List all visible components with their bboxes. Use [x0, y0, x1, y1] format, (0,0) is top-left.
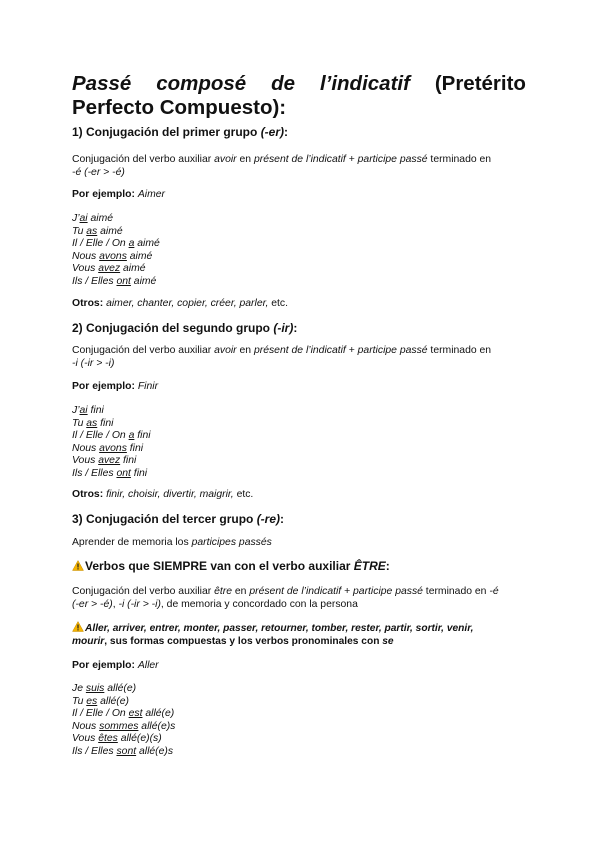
- etre-heading: Verbos que SIEMPRE van con el verbo auxiliar ÊTRE:: [72, 560, 530, 573]
- section-2-conjugation: [72, 405, 530, 481]
- conjugation-line: Il / Elle / On est allé(e): [72, 708, 175, 720]
- conjugation-line: Nous avons aimé: [72, 250, 153, 262]
- section-2-heading: 2) Conjugación del segundo grupo (-ir):: [72, 321, 298, 335]
- section-1-conjugation: [72, 213, 530, 289]
- conjugation-line: Vous avez aimé: [72, 263, 146, 275]
- conjugation-line: Tu as aimé: [72, 225, 123, 237]
- conjugation-line: Nous sommes allé(e)s: [72, 720, 176, 732]
- conjugation-line: Vous avez fini: [72, 455, 137, 467]
- conjugation-line: Ils / Elles ont aimé: [72, 275, 157, 287]
- etre-conjugation: [72, 683, 530, 759]
- etre-example: Por ejemplo: Aller: [72, 660, 159, 671]
- title-word: composé: [156, 72, 247, 95]
- section-2-otros: Otros: finir, choisir, divertir, maigrir, etc.: [72, 489, 254, 500]
- section-1-heading: 1) Conjugación del primer grupo (-er):: [72, 125, 289, 139]
- section-3-text: Aprender de memoria los participes passés: [72, 537, 272, 548]
- section-1-description: Conjugación del verbo auxiliar avoir en présent de l’indicatif + participe passé terminado en -é (-er > -é): [72, 154, 492, 178]
- conjugation-line: J’ai aimé: [72, 213, 114, 224]
- conjugation-line: Je suis allé(e): [72, 683, 137, 694]
- title-word: (Pretérito: [434, 72, 526, 95]
- section-1-example: Por ejemplo: Aimer: [72, 189, 165, 200]
- title-word: de: [271, 72, 296, 95]
- conjugation-line: Nous avons fini: [72, 442, 144, 454]
- title-word: l’indicatif: [319, 72, 410, 95]
- conjugation-line: Ils / Elles ont fini: [72, 467, 148, 479]
- conjugation-line: Il / Elle / On a aimé: [72, 238, 160, 250]
- title-word: Passé: [72, 72, 132, 95]
- section-1-otros: Otros: aimer, chanter, copier, créer, parler, etc.: [72, 298, 289, 309]
- conjugation-line: Il / Elle / On a fini: [72, 430, 151, 442]
- etre-verb-list: Aller, arriver, entrer, monter, passer, retourner, tomber, rester, partir, sortir, venir, mourir, sus formas compuestas y los verbos pronominales con se: [72, 623, 474, 647]
- etre-description: Conjugación del verbo auxiliar être en présent de l’indicatif + participe passé terminado en -é (-er > -é), -i (-ir > -i), de memoria y concordado con la persona: [72, 586, 499, 610]
- warning-icon: [72, 621, 84, 632]
- section-3-heading: 3) Conjugación del tercer grupo (-re):: [72, 512, 285, 526]
- section-2-description: Conjugación del verbo auxiliar avoir en présent de l’indicatif + participe passé terminado en -i (-ir > -i): [72, 345, 492, 369]
- warning-icon: [72, 560, 84, 571]
- conjugation-line: J’ai fini: [72, 405, 104, 416]
- conjugation-line: Ils / Elles sont allé(e)s: [72, 745, 174, 757]
- conjugation-line: Tu as fini: [72, 417, 114, 429]
- conjugation-line: Vous êtes allé(e)(s): [72, 733, 162, 745]
- section-2-example: Por ejemplo: Finir: [72, 381, 159, 392]
- conjugation-line: Tu es allé(e): [72, 695, 129, 707]
- title-line-2: Perfecto Compuesto):: [72, 96, 287, 119]
- page-title: [72, 72, 526, 120]
